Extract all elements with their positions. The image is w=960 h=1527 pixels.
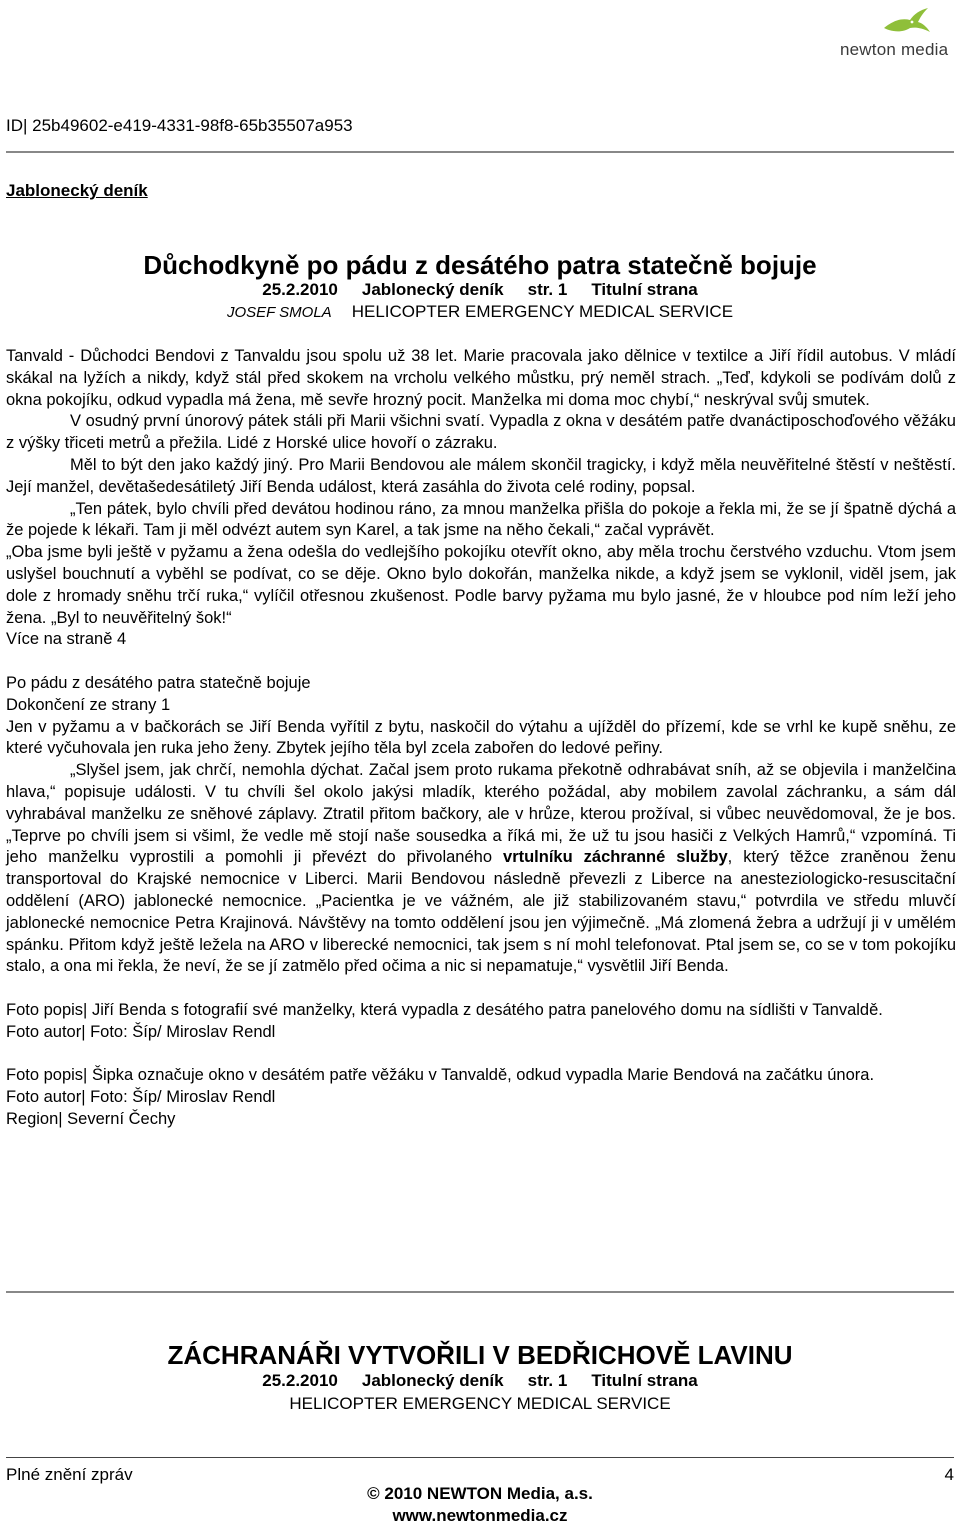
paragraph: „Slyšel jsem, jak chrčí, nemohla dýchat. Začal jsem proto rukama překotně odhrabávat sníh, až se objevila i manželčina hlava,“ popisuje události. V tu chvíli šel okolo jakýsi mladík, kterého požádal, aby mobilem zavolal záchranku, a sám dál vyhrabával manželku ze sněhové záplavy. Ztratil přitom bačkory, ale v hrůze, kterou prožíval, si vůbec neuvědomoval, že je bos. „Teprve po chvíli jsem si všiml, že vedle mě stojí naše sousedka a říká mi, že už tu jsou hasiči z Velkých Hamrů,“ vzpomíná. Ti jeho manželku vyprostili a pomohli ji převézt do přivolaného vrtulníku záchranné služby, který těžce zraněnou ženu transportoval do Krajské nemocnice v Liberci. Marii Bendovou následně převezli z Liberce na anesteziologicko-resuscitační oddělení (ARO) jablonecké nemocnice. „Pacientka je ve vážném, ale již stabilizovaném stavu,“ potvrdila ve středu mluvčí jablonecké nemocnice Petra Krajinová. Návštěvy na tomto oddělení jsou jen výjimečně. „Má zlomená žebra a udržují ji v umělém spánku. Přitom když ještě ležela na ARO v liberecké nemocnici, tak jsem s ní mohl telefonovat. Ptal jsem se, co se v tom pokojíku stalo, a ona mi řekla, že neví, že se jí zatmělo před očima a nic si nepamatuje,“ vysvětlil Jiří Benda. — [6, 761, 956, 976]
footer-label: Plné znění zpráv — [6, 1465, 133, 1484]
paragraph: Měl to být den jako každý jiný. Pro Marii Bendovou ale málem skončil tragicky, i když měla neuvěřitelné štěstí v neštěstí. Její manžel, devětašedesátiletý Jiří Benda událost, která zasáhla do života celé rodiny, popsal. — [6, 455, 956, 496]
article-section: Titulní strana — [591, 280, 698, 299]
source-link[interactable]: Jablonecký deník — [6, 181, 148, 200]
logo-text: newton media — [840, 40, 949, 59]
divider — [6, 1291, 954, 1293]
article-byline — [0, 302, 960, 322]
paragraph: V osudný první únorový pátek stáli při Marii všichni svatí. Vypadla z okna v desátém patře dvanáctiposchoďového věžáku z výšky třiceti metrů a přežila. Lidé z Horské ulice hovoří o zázraku. — [6, 412, 956, 453]
photo-caption: Foto popis| Jiří Benda s fotografií své manželky, která vypadla z desátého patra panelového domu na sídlišti v Tanvaldě. — [6, 1000, 883, 1019]
article-author: JOSEF SMOLA — [226, 304, 332, 321]
copyright: © 2010 NEWTON Media, a.s. — [367, 1484, 593, 1503]
article-source: Jablonecký deník — [361, 1371, 504, 1390]
paragraph: Tanvald - Důchodci Bendovi z Tanvaldu jsou spolu už 38 let. Marie pracovala jako dělnice v textilce a Jiří řídil autobus. V mládí skákal na lyžích a nikdy, když stál před skokem na vrcholu velkého můstku, prý neměl strach. „Teď, kdykoli se podívám dolů z okna pokojíku, odkud vypadla má žena, mě sevře hrozný pocit. Manželka mi doma moc chybí,“ neskrýval svůj smutek. — [6, 347, 956, 409]
continuation-note: Více na straně 4 — [6, 630, 127, 649]
photo-caption: Foto popis| Šipka označuje okno v desátém patře věžáku v Tanvaldě, odkud vypadla Marie Bendová na začátku února. — [6, 1066, 875, 1085]
document-id: ID| 25b49602-e419-4331-98f8-65b35507a953 — [6, 116, 353, 135]
article-section: Titulní strana — [591, 1371, 698, 1390]
article-headline: ZÁCHRANÁŘI VYTVOŘILI V BEDŘICHOVĚ LAVINU — [167, 1340, 793, 1370]
region: Region| Severní Čechy — [6, 1109, 176, 1128]
article-meta — [0, 1371, 960, 1391]
paragraph: „Oba jsme byli ještě v pyžamu a žena odešla do vedlejšího pokojíku otevřít okno, aby měla trochu čerstvého vzduchu. Vtom jsem uslyšel bouchnutí a vyběhl se podívat, co se děje. Okno bylo dokořán, manželka nikde, a když jsem se vyklonil, viděl jsem, jak dole z hromady sněhu trčí ruka,“ vylíčil otřesnou zkušenost. Podle barvy pyžama mu bylo jasné, že v hloubce pod ním leží jeho žena. „Byl to neuvěřitelný šok!“ — [6, 543, 956, 627]
article-date: 25.2.2010 — [262, 280, 338, 299]
divider — [6, 151, 954, 153]
article-body — [6, 346, 956, 1131]
footer-copyright-block — [0, 1483, 960, 1527]
article-page: str. 1 — [527, 280, 568, 299]
article-topic: HELICOPTER EMERGENCY MEDICAL SERVICE — [351, 302, 734, 321]
article-source: Jablonecký deník — [361, 280, 504, 299]
article-topic: HELICOPTER EMERGENCY MEDICAL SERVICE — [289, 1394, 671, 1413]
paragraph: „Ten pátek, bylo chvíli před devátou hodinou ráno, za mnou manželka přišla do pokoje a řekla mi, že se jí špatně dýchá a že pojede k lékaři. Tam ji měl odvézt autem syn Karel, a tak jsme na něho čekali,“ začal vyprávět. — [6, 499, 956, 540]
photo-author: Foto autor| Foto: Šíp/ Miroslav Rendl — [6, 1022, 276, 1041]
newton-media-logo — [840, 6, 956, 70]
page-number: 4 — [944, 1465, 954, 1484]
article-date: 25.2.2010 — [262, 1371, 338, 1390]
continuation-note: Dokončení ze strany 1 — [6, 695, 171, 714]
website-link[interactable]: www.newtonmedia.cz — [392, 1506, 568, 1525]
photo-author: Foto autor| Foto: Šíp/ Miroslav Rendl — [6, 1088, 276, 1107]
hummingbird-icon — [876, 6, 936, 40]
article-page: str. 1 — [527, 1371, 568, 1390]
paragraph: Jen v pyžamu a v bačkorách se Jiří Benda vyřítil z bytu, naskočil do výtahu a ujížděl do přízemí, kde se vrhl ke kupě sněhu, ze které vyčuhovala jen ruka jeho ženy. Zbytek jejího těla byl zcela zabořen do ledové peřiny. — [6, 717, 956, 758]
article-meta — [0, 280, 960, 300]
article-headline: Důchodkyně po pádu z desátého patra statečně bojuje — [143, 250, 817, 280]
highlighted-term: vrtulníku záchranné služby — [503, 848, 728, 867]
footer-divider — [6, 1457, 954, 1458]
continuation-title: Po pádu z desátého patra statečně bojuje — [6, 673, 311, 692]
